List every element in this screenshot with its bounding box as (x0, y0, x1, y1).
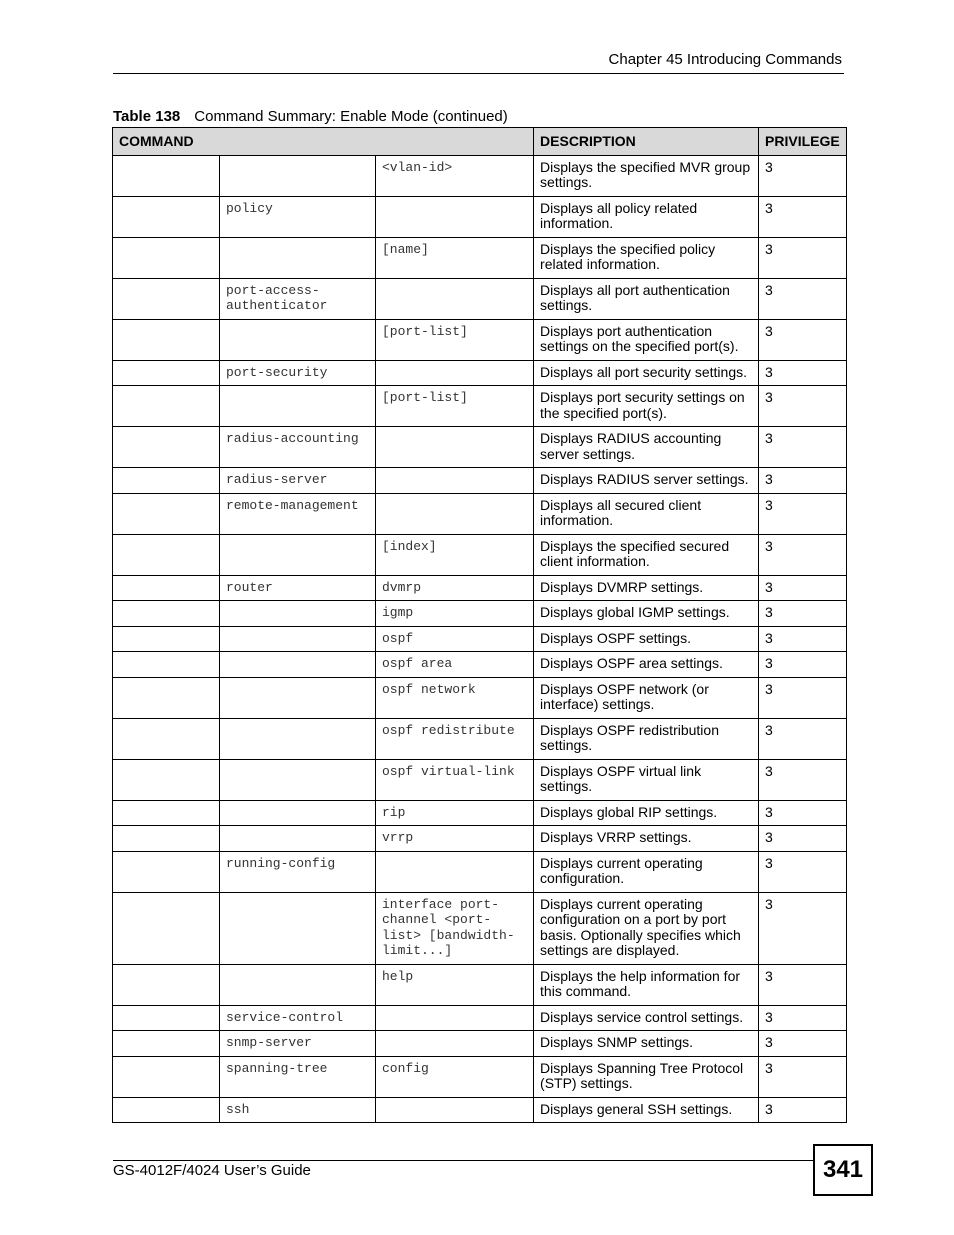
privilege-cell: 3 (759, 826, 847, 852)
command-level-2-cell (220, 964, 376, 1005)
table-row (113, 826, 847, 852)
command-level-3-cell: vrrp (376, 826, 534, 852)
command-level-3-cell: dvmrp (376, 575, 534, 601)
command-level-3-cell: <vlan-id> (376, 155, 534, 196)
description-cell: Displays OSPF virtual link settings. (534, 759, 759, 800)
command-level-1-cell (113, 652, 220, 678)
command-level-1-cell (113, 626, 220, 652)
description-cell: Displays port security settings on the specified port(s). (534, 386, 759, 427)
description-cell: Displays OSPF redistribution settings. (534, 718, 759, 759)
command-level-3-cell (376, 278, 534, 319)
command-level-2-cell: service-control (220, 1005, 376, 1031)
command-level-3-cell: rip (376, 800, 534, 826)
command-level-1-cell (113, 1005, 220, 1031)
command-level-1-cell (113, 677, 220, 718)
description-cell: Displays the specified secured client information. (534, 534, 759, 575)
table-row (113, 677, 847, 718)
table-title: Command Summary: Enable Mode (continued) (194, 108, 508, 125)
command-level-3-cell (376, 468, 534, 494)
privilege-cell: 3 (759, 155, 847, 196)
command-level-1-cell (113, 601, 220, 627)
command-level-2-cell (220, 718, 376, 759)
command-level-1-cell (113, 851, 220, 892)
command-level-2-cell: port-security (220, 360, 376, 386)
command-level-3-cell: [name] (376, 237, 534, 278)
privilege-cell: 3 (759, 196, 847, 237)
privilege-cell: 3 (759, 652, 847, 678)
description-cell: Displays DVMRP settings. (534, 575, 759, 601)
privilege-cell: 3 (759, 319, 847, 360)
command-level-3-cell (376, 1005, 534, 1031)
command-level-1-cell (113, 427, 220, 468)
command-level-3-cell (376, 851, 534, 892)
table-row (113, 493, 847, 534)
command-level-2-cell: radius-accounting (220, 427, 376, 468)
table-row (113, 196, 847, 237)
privilege-cell: 3 (759, 677, 847, 718)
command-level-1-cell (113, 319, 220, 360)
table-row (113, 1097, 847, 1123)
command-summary-table (112, 127, 847, 1123)
command-level-2-cell: policy (220, 196, 376, 237)
command-level-2-cell (220, 319, 376, 360)
command-level-2-cell: ssh (220, 1097, 376, 1123)
table-row (113, 360, 847, 386)
privilege-cell: 3 (759, 427, 847, 468)
privilege-cell: 3 (759, 601, 847, 627)
column-header-privilege: PRIVILEGE (759, 128, 847, 156)
description-cell: Displays VRRP settings. (534, 826, 759, 852)
command-level-1-cell (113, 892, 220, 964)
table-row (113, 601, 847, 627)
table-row (113, 575, 847, 601)
table-row (113, 964, 847, 1005)
description-cell: Displays SNMP settings. (534, 1031, 759, 1057)
description-cell: Displays port authentication settings on the specified port(s). (534, 319, 759, 360)
command-level-1-cell (113, 759, 220, 800)
table-row (113, 278, 847, 319)
description-cell: Displays all secured client information. (534, 493, 759, 534)
command-level-1-cell (113, 964, 220, 1005)
command-level-3-cell: [port-list] (376, 386, 534, 427)
command-level-2-cell (220, 601, 376, 627)
description-cell: Displays OSPF settings. (534, 626, 759, 652)
command-level-2-cell (220, 534, 376, 575)
command-level-3-cell (376, 427, 534, 468)
description-cell: Displays the specified policy related information. (534, 237, 759, 278)
table-row (113, 319, 847, 360)
description-cell: Displays OSPF area settings. (534, 652, 759, 678)
command-level-2-cell (220, 386, 376, 427)
command-level-2-cell (220, 626, 376, 652)
table-row (113, 386, 847, 427)
table-caption (113, 108, 508, 125)
table-row (113, 1056, 847, 1097)
description-cell: Displays the specified MVR group settings. (534, 155, 759, 196)
column-header-description: DESCRIPTION (534, 128, 759, 156)
command-level-2-cell (220, 237, 376, 278)
command-level-2-cell: snmp-server (220, 1031, 376, 1057)
command-level-1-cell (113, 237, 220, 278)
privilege-cell: 3 (759, 1097, 847, 1123)
command-level-2-cell: running-config (220, 851, 376, 892)
command-level-1-cell (113, 278, 220, 319)
command-level-3-cell: [port-list] (376, 319, 534, 360)
command-level-1-cell (113, 1097, 220, 1123)
command-level-3-cell: config (376, 1056, 534, 1097)
privilege-cell: 3 (759, 626, 847, 652)
privilege-cell: 3 (759, 1005, 847, 1031)
table-row (113, 155, 847, 196)
command-level-1-cell (113, 196, 220, 237)
command-level-1-cell (113, 800, 220, 826)
privilege-cell: 3 (759, 360, 847, 386)
description-cell: Displays RADIUS accounting server settings. (534, 427, 759, 468)
command-level-3-cell: help (376, 964, 534, 1005)
command-level-2-cell (220, 677, 376, 718)
chapter-header: Chapter 45 Introducing Commands (608, 51, 842, 68)
command-level-2-cell (220, 155, 376, 196)
description-cell: Displays global IGMP settings. (534, 601, 759, 627)
table-row (113, 851, 847, 892)
table-label: Table 138 (113, 108, 181, 125)
table-body (113, 155, 847, 1123)
command-level-3-cell (376, 196, 534, 237)
privilege-cell: 3 (759, 386, 847, 427)
header-divider (113, 73, 844, 74)
command-level-2-cell: spanning-tree (220, 1056, 376, 1097)
privilege-cell: 3 (759, 534, 847, 575)
command-level-1-cell (113, 575, 220, 601)
command-level-3-cell: ospf (376, 626, 534, 652)
command-level-3-cell: ospf network (376, 677, 534, 718)
table-row (113, 800, 847, 826)
privilege-cell: 3 (759, 493, 847, 534)
command-level-2-cell: radius-server (220, 468, 376, 494)
command-level-2-cell (220, 892, 376, 964)
command-level-3-cell: ospf area (376, 652, 534, 678)
command-level-3-cell: interface port-channel <port-list> [bandwidth-limit...] (376, 892, 534, 964)
privilege-cell: 3 (759, 892, 847, 964)
command-level-3-cell (376, 360, 534, 386)
description-cell: Displays Spanning Tree Protocol (STP) settings. (534, 1056, 759, 1097)
table-row (113, 1005, 847, 1031)
privilege-cell: 3 (759, 278, 847, 319)
command-level-1-cell (113, 718, 220, 759)
command-level-1-cell (113, 360, 220, 386)
description-cell: Displays all port authentication settings. (534, 278, 759, 319)
command-level-3-cell: [index] (376, 534, 534, 575)
table-row (113, 718, 847, 759)
table-row (113, 652, 847, 678)
command-level-3-cell (376, 1097, 534, 1123)
description-cell: Displays current operating configuration. (534, 851, 759, 892)
command-level-2-cell: port-access-authenticator (220, 278, 376, 319)
command-level-1-cell (113, 386, 220, 427)
command-level-1-cell (113, 493, 220, 534)
description-cell: Displays OSPF network (or interface) settings. (534, 677, 759, 718)
footer-divider (113, 1160, 813, 1161)
command-level-2-cell (220, 826, 376, 852)
table-row (113, 468, 847, 494)
description-cell: Displays the help information for this command. (534, 964, 759, 1005)
description-cell: Displays RADIUS server settings. (534, 468, 759, 494)
description-cell: Displays service control settings. (534, 1005, 759, 1031)
table-row (113, 759, 847, 800)
description-cell: Displays current operating configuration on a port by port basis. Optionally specifies which settings are displayed. (534, 892, 759, 964)
guide-title: GS-4012F/4024 User’s Guide (113, 1162, 311, 1179)
command-level-3-cell: ospf redistribute (376, 718, 534, 759)
command-level-3-cell (376, 493, 534, 534)
description-cell: Displays all policy related information. (534, 196, 759, 237)
command-level-1-cell (113, 826, 220, 852)
table-row (113, 1031, 847, 1057)
command-level-2-cell (220, 759, 376, 800)
command-level-3-cell: igmp (376, 601, 534, 627)
command-level-2-cell: remote-management (220, 493, 376, 534)
command-level-2-cell (220, 800, 376, 826)
command-level-1-cell (113, 155, 220, 196)
table-row (113, 626, 847, 652)
privilege-cell: 3 (759, 759, 847, 800)
table-row (113, 427, 847, 468)
command-level-1-cell (113, 1031, 220, 1057)
command-level-1-cell (113, 468, 220, 494)
privilege-cell: 3 (759, 468, 847, 494)
privilege-cell: 3 (759, 851, 847, 892)
command-level-2-cell (220, 652, 376, 678)
privilege-cell: 3 (759, 964, 847, 1005)
command-level-3-cell: ospf virtual-link (376, 759, 534, 800)
description-cell: Displays general SSH settings. (534, 1097, 759, 1123)
description-cell: Displays all port security settings. (534, 360, 759, 386)
column-header-command: COMMAND (113, 128, 534, 156)
command-level-3-cell (376, 1031, 534, 1057)
privilege-cell: 3 (759, 1031, 847, 1057)
table-header-row (113, 128, 847, 156)
privilege-cell: 3 (759, 718, 847, 759)
table-row (113, 237, 847, 278)
description-cell: Displays global RIP settings. (534, 800, 759, 826)
command-level-2-cell: router (220, 575, 376, 601)
command-level-1-cell (113, 1056, 220, 1097)
table-row (113, 534, 847, 575)
privilege-cell: 3 (759, 575, 847, 601)
privilege-cell: 3 (759, 1056, 847, 1097)
privilege-cell: 3 (759, 800, 847, 826)
table-row (113, 892, 847, 964)
page-number: 341 (813, 1144, 873, 1196)
privilege-cell: 3 (759, 237, 847, 278)
command-level-1-cell (113, 534, 220, 575)
